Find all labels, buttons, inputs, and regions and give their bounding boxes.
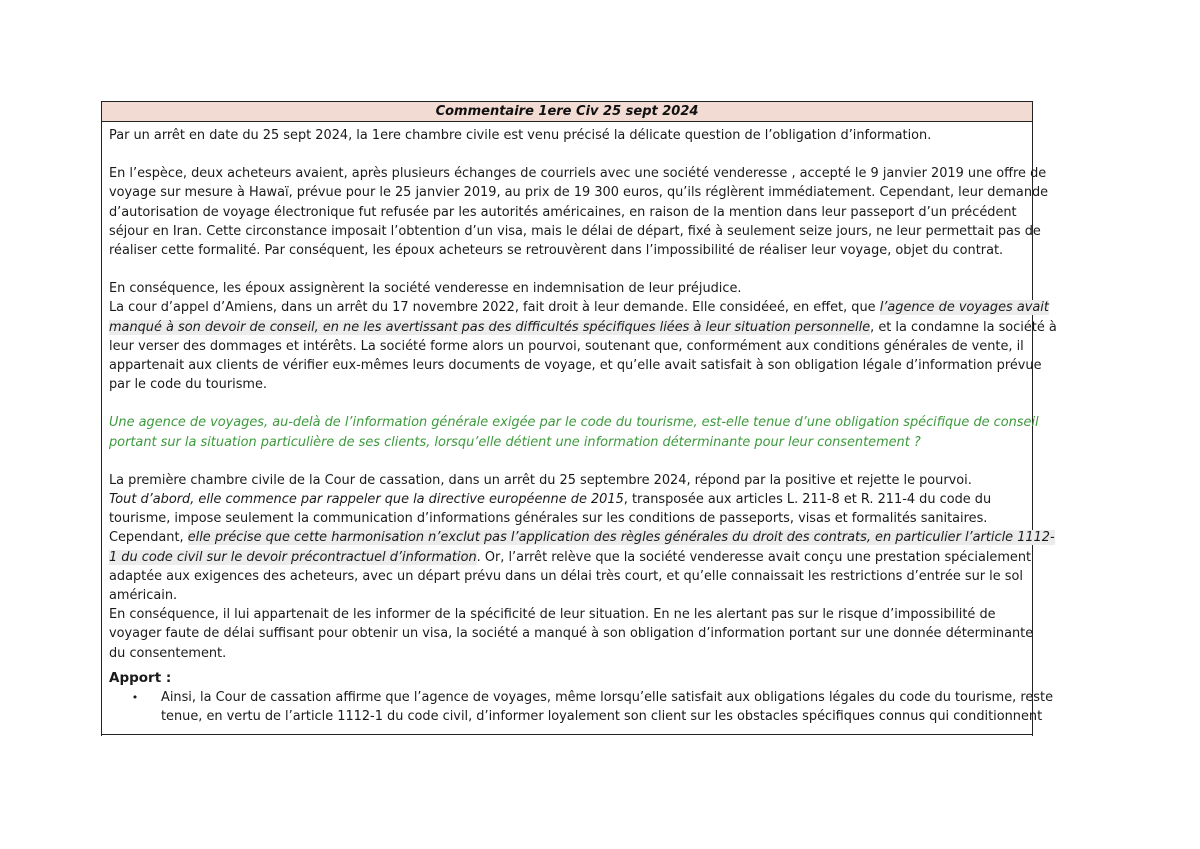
legal-question — [109, 413, 1039, 451]
text-line: En conséquence, il lui appartenait de les informer de la spécificité de leur situation. En ne les alertant pas sur le risque d’impossibilité de — [109, 607, 996, 623]
text-line — [109, 528, 1055, 547]
text-span: Cependant, — [109, 530, 188, 546]
commentary-table — [101, 101, 1057, 736]
text-line: tourisme, impose seulement la communication d’informations générales sur les conditions de passeports, visas et formalités sanitaires. — [109, 511, 988, 527]
table-bottom-border — [101, 734, 1032, 735]
text-line: Ainsi, la Cour de cassation affirme que l’agence de voyages, même lorsqu’elle satisfait aux obligations légales du code du tourisme, reste — [161, 690, 1053, 706]
page-title: Commentaire 1ere Civ 25 sept 2024 — [102, 102, 1032, 122]
text-line: tenue, en vertu de l’article 1112-1 du code civil, d’informer loyalement son client sur les obstacles spécifiques connus qui conditionnent — [161, 709, 1043, 725]
text-line: du consentement. — [109, 645, 227, 661]
question-line: Une agence de voyages, au-delà de l’information générale exigée par le code du tourisme, est-elle tenue d’une obligation spécifique de conseil — [109, 415, 1039, 431]
text-line: adaptée aux exigences des acheteurs, avec un départ prévu dans un délai très court, et qu’elle connaissait les restrictions d’entrée sur le sol — [109, 568, 1023, 584]
text-span: . Or, l’arrêt relève que la société venderesse avait conçu une prestation spécialement — [476, 549, 1032, 565]
facts-paragraph — [109, 164, 1049, 260]
text-line: réaliser cette formalité. Par conséquent, les époux acheteurs se retrouvèrent dans l’impossibilité de réaliser leur voyage, objet du contrat. — [109, 243, 1004, 259]
commentary-body — [102, 122, 1057, 726]
highlighted-quote: manqué à son devoir de conseil, en ne les avertissant pas des difficultés spécifiques liées à leur situation personnelle — [109, 319, 871, 335]
text-line — [109, 548, 1032, 567]
solution-paragraph — [109, 471, 1055, 663]
procedure-paragraph — [109, 279, 1057, 394]
text-line — [109, 298, 1049, 317]
apport-bullet-item — [109, 688, 1053, 726]
text-line: d’autorisation de voyage électronique fut refusée par les autorités américaines, en raison de la mention dans leur passeport d’un précédent — [109, 204, 1017, 220]
question-line: portant sur la situation particulière de ses clients, lorsqu’elle détient une information déterminante pour leur consentement ? — [109, 434, 921, 450]
text-line: La première chambre civile de la Cour de cassation, dans un arrêt du 25 septembre 2024, répond par la positive et rejette le pourvoi. — [109, 472, 972, 488]
italic-span: Tout d’abord, elle commence par rappeler que la directive européenne de 2015 — [109, 492, 624, 508]
text-line: par le code du tourisme. — [109, 377, 268, 393]
apport-heading: Apport : — [109, 669, 172, 686]
text-line: américain. — [109, 588, 178, 604]
text-line: En conséquence, les époux assignèrent la société venderesse en indemnisation de leur préjudice. — [109, 281, 742, 297]
text-line: appartenait aux clients de vérifier eux-mêmes leurs documents de voyage, et qu’elle avait satisfait à son obligation légale d’information prévue — [109, 358, 1042, 374]
text-line: voyage sur mesure à Hawaï, prévue pour le 25 janvier 2019, au prix de 19 300 euros, qu’ils réglèrent immédiatement. Cependant, leur demande — [109, 185, 1049, 201]
text-line: séjour en Iran. Cette circonstance imposait l’obtention d’un visa, mais le délai de départ, fixé à seulement seize jours, ne leur permettait pas de — [109, 223, 1041, 239]
text-line — [109, 318, 1057, 337]
text-line: leur verser des dommages et intérêts. La société forme alors un pourvoi, soutenant que, conformément aux conditions générales de vente, il — [109, 338, 1024, 354]
text-line: En l’espèce, deux acheteurs avaient, après plusieurs échanges de courriels avec une société venderesse , accepté le 9 janvier 2019 une offre de — [109, 166, 1047, 182]
highlighted-quote: 1 du code civil sur le devoir précontractuel d’information — [109, 549, 477, 565]
bullet-icon: • — [131, 691, 139, 705]
text-line — [109, 490, 1024, 509]
text-span: , transposée aux articles L. 211-8 et R. 211-4 du code du — [623, 492, 992, 508]
highlighted-quote: elle précise que cette harmonisation n’exclut pas l’application des règles générales du droit des contrats, en particulier l’article 1112- — [187, 530, 1055, 546]
text-line: voyager faute de délai suffisant pour obtenir un visa, la société a manqué à son obligation d’information portant sur une donnée déterminante — [109, 626, 1034, 642]
intro-paragraph: Par un arrêt en date du 25 sept 2024, la 1ere chambre civile est venu précisé la délicate question de l’obligation d’information. — [109, 128, 932, 143]
highlighted-quote: l’agence de voyages avait — [879, 300, 1049, 316]
text-span: La cour d’appel d’Amiens, dans un arrêt du 17 novembre 2022, fait droit à leur demande. Elle considéeé, en effet, que — [109, 300, 880, 316]
text-span: , et la condamne la société à — [870, 319, 1057, 335]
